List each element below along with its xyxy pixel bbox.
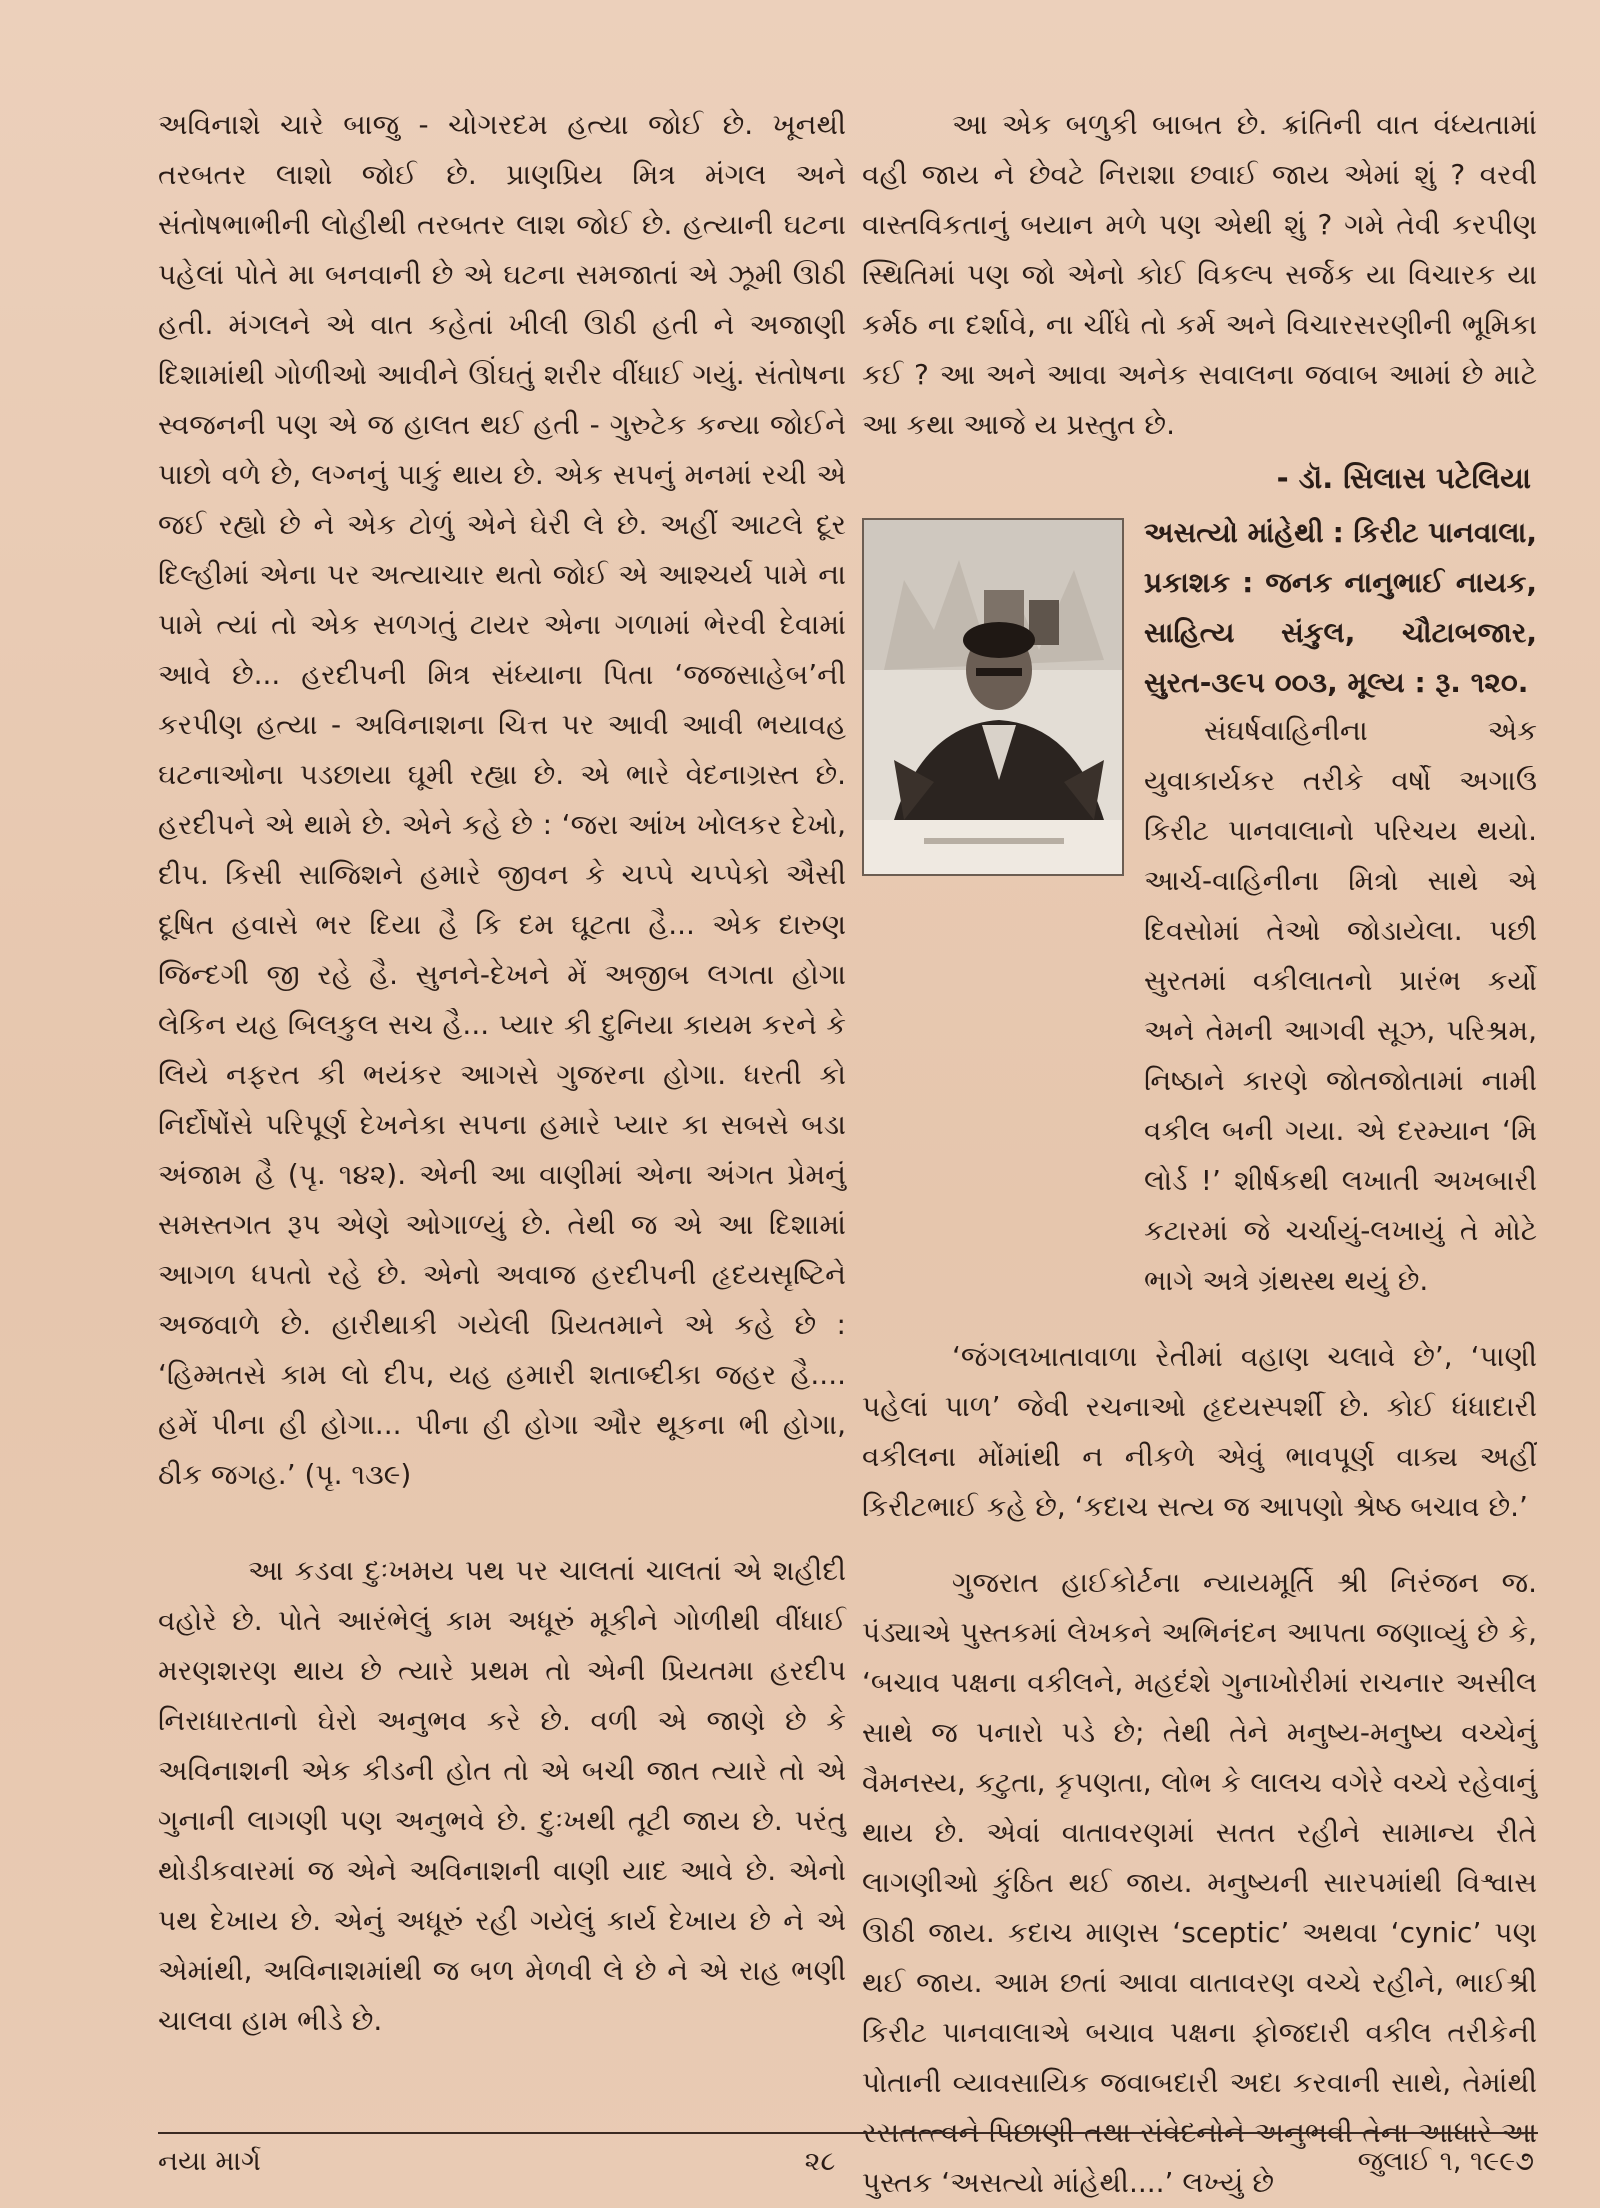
review-author-signature: - ડૉ. સિલાસ પટેલિયા — [1276, 461, 1531, 495]
body-paragraph: અવિનાશે ચારે બાજુ - ચોગરદમ હત્યા જોઈ છે. ખૂનથી તરબતર લાશો જોઈ છે. પ્રાણપ્રિય મિત્ર મંગલ અને સંતોષભાભીની લોહીથી તરબતર લાશ જોઈ છે. હત્યાની ઘટના પહેલાં પોતે મા બનવાની છે એ ઘટના સમજાતાં એ ઝૂમી ઊઠી હતી. મંગલને એ વાત કહેતાં ખીલી ઊઠી હતી ને અજાણી દિશામાંથી ગોળીઓ આવીને ઊંઘતું શરીર વીંધાઈ ગયું. સંતોષના સ્વજનની પણ એ જ હાલત થઈ હતી - ગુરુટેક કન્યા જોઈને પાછો વળે છે, લગ્નનું પાકું થાય છે. એક સપનું મનમાં રચી એ જઈ રહ્યો છે ને એક ટોળું એને ઘેરી લે છે. અહીં આટલે દૂર દિલ્હીમાં એના પર અત્યાચાર થતો જોઈ એ આશ્ચર્ય પામે ના પામે ત્યાં તો એક સળગતું ટાયર એના ગળામાં ભેરવી દેવામાં આવે છે... હરદીપની મિત્ર સંધ્યાના પિતા ‘જજસાહેબ’ની કરપીણ હત્યા - અવિનાશના ચિત્ત પર આવી આવી ભયાવહ ઘટનાઓના પડછાયા ઘૂમી રહ્યા છે. એ ભારે વેદનાગ્રસ્ત છે. હરદીપને એ થામે છે. એને કહે છે : ‘જરા આંખ ખોલકર દેખો, દીપ. કિસી સાજિશને હમારે જીવન કે ચપ્પે ચપ્પેકો ઐસી દૂષિત હવાસે ભર દિયા હૈ કિ દમ ઘૂટતા હૈ... એક દારુણ જિન્દગી જી રહે હૈ. સુનને-દેખને મેં અજીબ લગતા હોગા લેકિન યહ બિલકુલ સચ હૈ... પ્યાર કી દુનિયા કાયમ કરને કે લિયે નફરત કી ભયંકર આગસે ગુજરના હોગા. ધરતી કો નિર્દોષોંસે પરિપૂર્ણ દેખનેકા સપના હમારે પ્યાર કા સબસે બડા અંજામ હૈ (પૃ. ૧૪૨). એની આ વાણીમાં એના અંગત પ્રેમનું સમસ્તગત રૂપ એણે ઓગાળ્યું છે. તેથી જ એ આ દિશામાં આગળ ધપતો રહે છે. એનો અવાજ હરદીપની હૃદયસૃષ્ટિને અજવાળે છે. હારીથાકી ગયેલી પ્રિયતમાને એ કહે છે : ‘હિમ્મતસે કામ લો દીપ, યહ હમારી શતાબ્દીકા જહર હૈ.... હમેં પીના હી હોગા... પીના હી હોગા ઔર થૂકના ભી હોગા, ઠીક જગહ.’ (પૃ. ૧૩૯) — [158, 108, 846, 1491]
left-column — [158, 100, 846, 2046]
footer-divider — [158, 2132, 1538, 2134]
body-paragraph: ‘જંગલખાતાવાળા રેતીમાં વહાણ ચલાવે છે’, ‘પાણી પહેલાં પાળ’ જેવી રચનાઓ હૃદયસ્પર્શી છે. કોઈ ધંધાદારી વકીલના મોંમાંથી ન નીકળે એવું ભાવપૂર્ણ વાક્ય અહીં કિરીટભાઈ કહે છે, ‘કદાચ સત્ય જ આપણો શ્રેષ્ઠ બચાવ છે.’ — [862, 1340, 1537, 1523]
footer-page-number: ૨૮ — [804, 2146, 836, 2177]
author-photo-image — [864, 520, 1122, 874]
book-publication-details: : કિરીટ પાનવાલા, પ્રકાશક : જનક નાનુભાઈ નાયક, સાહિત્ય સંકુલ, ચૌટાબજાર, સુરત-૩૯૫ ૦૦૩, મૂલ્ય : રૂ. ૧૨૦. — [1144, 516, 1538, 699]
body-paragraph: આ એક બળુકી બાબત છે. ક્રાંતિની વાત વંધ્યતામાં વહી જાય ને છેવટે નિરાશા છવાઈ જાય એમાં શું ? વરવી વાસ્તવિકતાનું બયાન મળે પણ એથી શું ? ગમે તેવી કરપીણ સ્થિતિમાં પણ જો એનો કોઈ વિકલ્પ સર્જક યા વિચારક યા કર્મઠ ના દર્શાવે, ના ચીંધે તો કર્મ અને વિચારસરણીની ભૂમિકા કઈ ? આ અને આવા અનેક સવાલના જવાબ આમાં છે માટે આ કથા આજે ય પ્રસ્તુત છે. — [862, 108, 1537, 441]
body-paragraph-intro: સંઘર્ષવાહિનીના એક યુવાકાર્યકર તરીકે વર્ષો અગાઉ કિરીટ પાનવાલાનો પરિચય થયો. આર્ચ-વાહિનીના મિત્રો સાથે એ દિવસોમાં તેઓ જોડાયેલા. પછી સુરતમાં વકીલાતનો પ્રારંભ કર્યો અને તેમની આગવી સૂઝ, પરિશ્રમ, નિષ્ઠાને કારણે જોતજોતામાં નામી વકીલ બની ગયા. એ દરમ્યાન ‘મિ લોર્ડ !’ શીર્ષકથી લખાતી અખબારી કટારમાં જે ચર્ચાયું-લખાયું તે મોટે ભાગે અત્રે ગ્રંથસ્થ થયું છે. — [1144, 714, 1537, 1297]
footer-date: જુલાઈ ૧, ૧૯૯૭ — [1357, 2146, 1534, 2177]
body-paragraph: ગુજરાત હાઈકોર્ટના ન્યાયમૂર્તિ શ્રી નિરંજન જ. પંડ્યાએ પુસ્તકમાં લેખકને અભિનંદન આપતા જણાવ્યું છે કે, ‘બચાવ પક્ષના વકીલને, મહદંશે ગુનાખોરીમાં રાચનાર અસીલ સાથે જ પનારો પડે છે; તેથી તેને મનુષ્ય-મનુષ્ય વચ્ચેનું વૈમનસ્ય, કટુતા, કૃપણતા, લોભ કે લાલચ વગેરે વચ્ચે રહેવાનું થાય છે. એવાં વાતાવરણમાં સતત રહીને સામાન્ય રીતે લાગણીઓ કુંઠિત થઈ જાય. મનુષ્યની સારપમાંથી વિશ્વાસ ઊઠી જાય. કદાચ માણસ ‘sceptic’ અથવા ‘cynic’ પણ થઈ જાય. આમ છતાં આવા વાતાવરણ વચ્ચે રહીને, ભાઈશ્રી કિરીટ પાનવાલાએ બચાવ પક્ષના ફોજદારી વકીલ તરીકેની પોતાની વ્યાવસાયિક જવાબદારી અદા કરવાની સાથે, તેમાંથી રસતત્ત્વને પિછાણી તથા સંવેદનોને અનુભવી તેના આધારે આ પુસ્તક ‘અસત્યો માંહેથી....’ લખ્યું છે — [862, 1566, 1537, 2199]
right-column — [862, 100, 1537, 2208]
footer-magazine-name: નયા માર્ગ — [158, 2146, 261, 2177]
book-title: અસત્યો માંહેથી — [1144, 516, 1324, 549]
book-citation — [1144, 508, 1537, 708]
author-photo — [862, 518, 1124, 876]
body-paragraph: આ કડવા દુઃખમય પથ પર ચાલતાં ચાલતાં એ શહીદી વહોરે છે. પોતે આરંભેલું કામ અધૂરું મૂકીને ગોળીથી વીંધાઈ મરણશરણ થાય છે ત્યારે પ્રથમ તો એની પ્રિયતમા હરદીપ નિરાધારતાનો ઘેરો અનુભવ કરે છે. વળી એ જાણે છે કે અવિનાશની એક કીડની હોત તો એ બચી જાત ત્યારે તો એ ગુનાની લાગણી પણ અનુભવે છે. દુઃખથી તૂટી જાય છે. પરંતુ થોડીકવારમાં જ એને અવિનાશની વાણી યાદ આવે છે. એનો પથ દેખાય છે. એનું અધૂરું રહી ગયેલું કાર્ય દેખાય છે ને એ એમાંથી, અવિનાશમાંથી જ બળ મેળવી લે છે ને એ રાહ ભણી ચાલવા હામ ભીડે છે. — [158, 1554, 846, 2037]
